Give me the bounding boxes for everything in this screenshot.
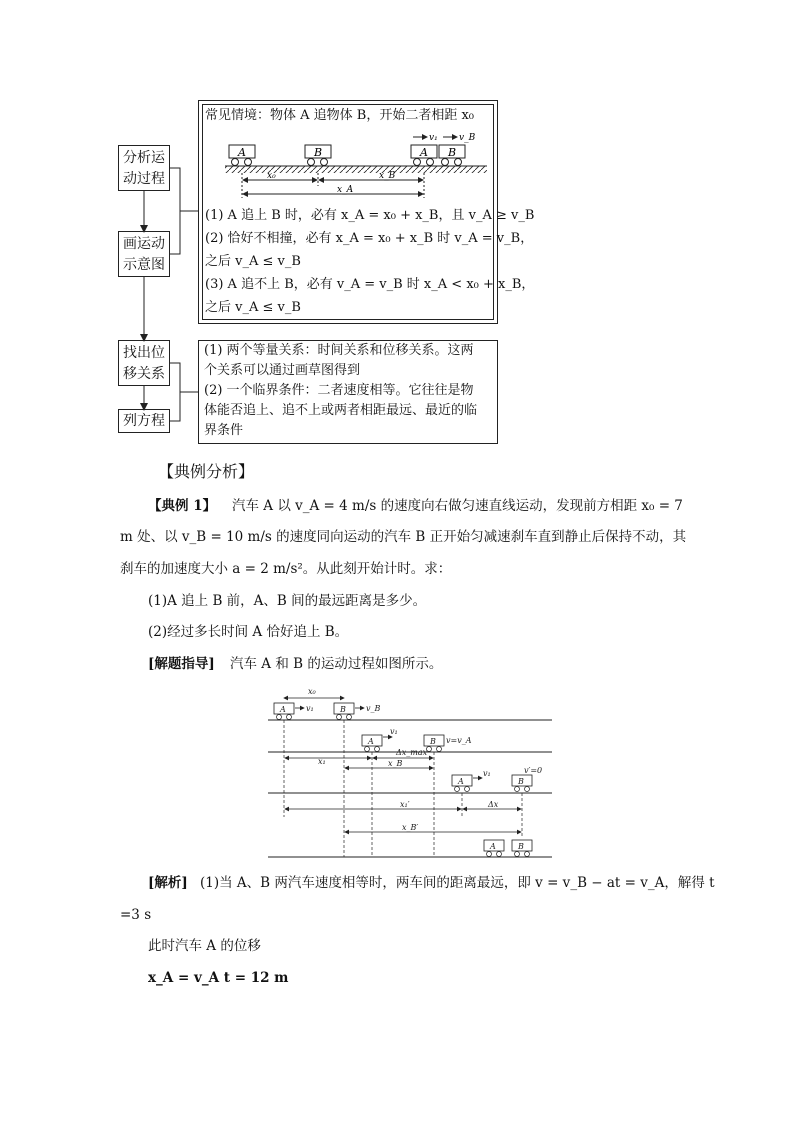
svg-text:B: B xyxy=(340,705,346,714)
svg-text:v₁: v₁ xyxy=(390,727,398,736)
flow-step-relation-line1: 找出位 xyxy=(123,345,165,361)
flow-step-analyze-line2: 动过程 xyxy=(123,171,165,187)
method-line-2: 个关系可以通过画草图得到 xyxy=(204,363,361,378)
flow-step-analyze-line1: 分析运 xyxy=(123,150,165,166)
section-title: 【典例分析】 xyxy=(158,462,255,481)
car-a-label: A xyxy=(238,146,246,159)
flow-step-relation-line2: 移关系 xyxy=(123,366,165,382)
svg-text:A: A xyxy=(368,737,374,746)
v1-label: v₁ xyxy=(429,133,438,143)
vb-label: v_B xyxy=(459,133,476,143)
fig-x1p: x₁′ xyxy=(400,800,410,809)
xb-label: x_B xyxy=(379,171,396,181)
svg-text:A: A xyxy=(458,777,464,786)
car-b-end-label: B xyxy=(448,146,457,159)
fig-v-eq-va: v=v_A xyxy=(446,736,472,745)
car-b-label: B xyxy=(314,146,323,159)
flow-step-draw-line2: 示意图 xyxy=(123,257,165,273)
analysis-line-2: =3 s xyxy=(120,907,152,923)
analysis-line-3: 此时汽车 A 的位移 xyxy=(148,938,261,954)
fig-dx: Δx xyxy=(488,800,499,809)
svg-text:A: A xyxy=(280,705,286,714)
flow-step-equation-line1: 列方程 xyxy=(123,413,165,429)
fig-vprime: v′=0 xyxy=(524,766,543,775)
fig-dxmax: Δx_max xyxy=(396,748,428,757)
condition-2-cont: 之后 v_A ≤ v_B xyxy=(205,254,301,269)
method-line-1: (1) 两个等量关系：时间关系和位移关系。这两 xyxy=(204,343,474,358)
situation-title: 常见情境：物体 A 追物体 B，开始二者相距 x₀ xyxy=(205,108,475,123)
svg-text:v₁: v₁ xyxy=(306,704,314,713)
svg-text:B: B xyxy=(518,842,524,851)
fig-xbp: x_B′ xyxy=(402,823,419,832)
example-line-1: 汽车 A 以 v_A = 4 m/s 的速度向右做匀速直线运动，发现前方相距 x₀ = 7 xyxy=(232,498,683,514)
motion-figure xyxy=(262,682,558,862)
flow-step-draw-line1: 画运动 xyxy=(123,236,165,252)
analysis-line-1: (1)当 A、B 两汽车速度相等时，两车间的距离最远，即 v = v_B − at = v_A，解得 t xyxy=(200,875,715,891)
svg-text:v_B: v_B xyxy=(366,704,381,713)
guide-text: 汽车 A 和 B 的运动过程如图所示。 xyxy=(230,656,443,672)
example-line-3: 刹车的加速度大小 a = 2 m/s²。从此刻开始计时。求： xyxy=(120,561,452,577)
analysis-line-4: x_A = v_A t = 12 m xyxy=(148,970,289,986)
svg-text:v₁: v₁ xyxy=(483,769,491,778)
svg-text:A: A xyxy=(490,842,496,851)
x0-label: x₀ xyxy=(267,171,276,181)
example-line-2: m 处、以 v_B = 10 m/s 的速度同向运动的汽车 B 正开始匀减速刹车直到静止后保持不动，其 xyxy=(120,529,687,545)
condition-1: (1) A 追上 B 时，必有 x_A = x₀ + x_B，且 v_A ≥ v_B xyxy=(205,208,535,223)
question-1: (1)A 追上 B 前，A、B 间的最远距离是多少。 xyxy=(148,593,427,609)
xa-label: x_A xyxy=(337,185,354,195)
method-line-3: (2) 一个临界条件：二者速度相等。它往往是物 xyxy=(204,383,474,398)
condition-2: (2) 恰好不相撞，必有 x_A = x₀ + x_B 时 v_A = v_B， xyxy=(205,231,534,246)
question-2: (2)经过多长时间 A 恰好追上 B。 xyxy=(148,624,349,640)
chase-diagram xyxy=(205,128,493,206)
svg-text:B: B xyxy=(518,777,524,786)
car-a-end-label: A xyxy=(420,146,428,159)
guide-label: [解题指导] xyxy=(148,656,215,672)
analysis-label: [解析] xyxy=(148,875,188,891)
fig-x0: x₀ xyxy=(308,687,316,696)
condition-3-cont: 之后 v_A ≤ v_B xyxy=(205,300,301,315)
ground xyxy=(225,166,487,173)
example-label: 【典例 1】 xyxy=(148,498,217,514)
method-line-4: 体能否追上、追不上或两者相距最远、最近的临 xyxy=(204,403,478,418)
fig-x1: x₁ xyxy=(318,757,326,766)
condition-3: (3) A 追不上 B，必有 v_A = v_B 时 x_A < x₀ + x_B， xyxy=(205,277,535,292)
svg-text:B: B xyxy=(430,737,436,746)
method-line-5: 界条件 xyxy=(204,423,244,438)
fig-xb: x_B xyxy=(388,759,403,768)
